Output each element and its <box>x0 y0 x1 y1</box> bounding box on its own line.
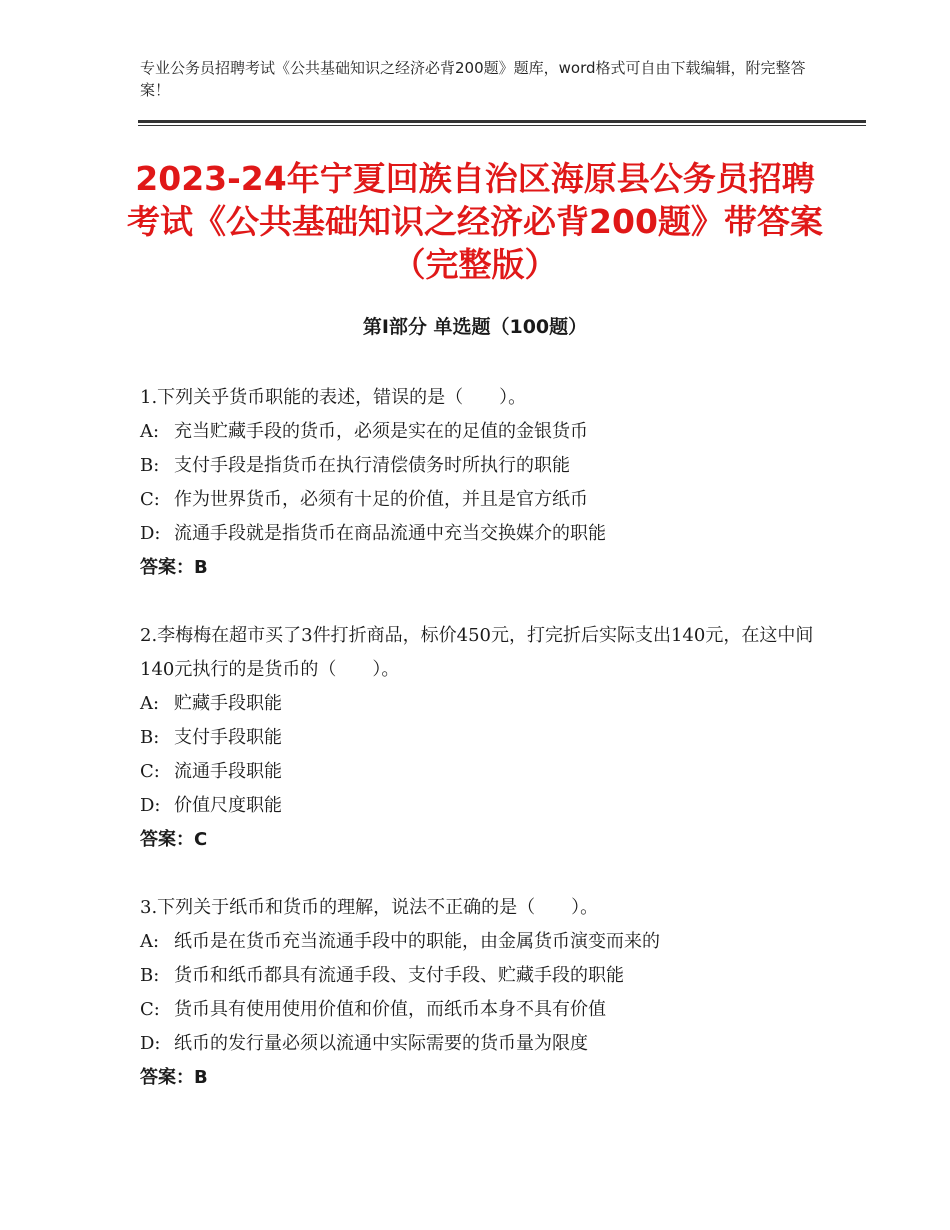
question-stem: 3.下列关于纸币和货币的理解，说法不正确的是（ ）。 <box>140 897 599 918</box>
option-a <box>140 415 820 449</box>
option-text: 支付手段职能 <box>174 727 282 748</box>
document-title: 2023-24年宁夏回族自治区海原县公务员招聘考试《公共基础知识之经济必背200题》带答案（完整版） <box>127 159 823 284</box>
option-d <box>140 789 820 823</box>
option-d <box>140 1027 820 1061</box>
option-text: 流通手段就是指货币在商品流通中充当交换媒介的职能 <box>174 523 606 544</box>
option-text: 流通手段职能 <box>174 761 282 782</box>
option-text: 价值尺度职能 <box>174 795 282 816</box>
option-key: D: <box>140 523 161 544</box>
question-1 <box>140 381 820 585</box>
option-key: B: <box>140 727 160 748</box>
option-key: D: <box>140 1033 161 1054</box>
question-stem: 2.李梅梅在超市买了3件打折商品，标价450元，打完折后实际支出140元，在这中间140元执行的是货币的（ ）。 <box>140 625 814 680</box>
option-c <box>140 483 820 517</box>
header-note: 专业公务员招聘考试《公共基础知识之经济必背200题》题库，word格式可自由下载编辑，附完整答案！ <box>140 59 806 99</box>
option-key: B: <box>140 965 160 986</box>
option-key: C: <box>140 761 160 782</box>
option-b <box>140 721 820 755</box>
option-key: A: <box>140 693 160 714</box>
option-text: 纸币是在货币充当流通手段中的职能，由金属货币演变而来的 <box>174 931 660 952</box>
option-key: C: <box>140 999 160 1020</box>
option-text: 支付手段是指货币在执行清偿债务时所执行的职能 <box>174 455 570 476</box>
option-key: D: <box>140 795 161 816</box>
option-b <box>140 449 820 483</box>
question-stem: 1.下列关乎货币职能的表述，错误的是（ ）。 <box>140 387 527 408</box>
header-divider <box>138 120 866 123</box>
answer-label: 答案：B <box>140 557 208 578</box>
option-d <box>140 517 820 551</box>
section-heading: 第Ⅰ部分 单选题（100题） <box>362 316 588 338</box>
option-key: B: <box>140 455 160 476</box>
option-c <box>140 755 820 789</box>
option-key: A: <box>140 421 160 442</box>
answer-label: 答案：B <box>140 1067 208 1088</box>
option-a <box>140 687 820 721</box>
header-divider-thin <box>138 125 866 126</box>
option-a <box>140 925 820 959</box>
option-text: 货币和纸币都具有流通手段、支付手段、贮藏手段的职能 <box>174 965 624 986</box>
question-2 <box>140 619 820 857</box>
option-b <box>140 959 820 993</box>
question-3 <box>140 891 820 1095</box>
option-text: 货币具有使用使用价值和价值，而纸币本身不具有价值 <box>174 999 606 1020</box>
option-text: 贮藏手段职能 <box>174 693 282 714</box>
option-key: C: <box>140 489 160 510</box>
option-c <box>140 993 820 1027</box>
option-text: 充当贮藏手段的货币，必须是实在的足值的金银货币 <box>174 421 588 442</box>
option-text: 作为世界货币，必须有十足的价值，并且是官方纸币 <box>174 489 588 510</box>
option-key: A: <box>140 931 160 952</box>
question-list <box>140 381 820 1095</box>
option-text: 纸币的发行量必须以流通中实际需要的货币量为限度 <box>174 1033 588 1054</box>
answer-label: 答案：C <box>140 829 208 850</box>
